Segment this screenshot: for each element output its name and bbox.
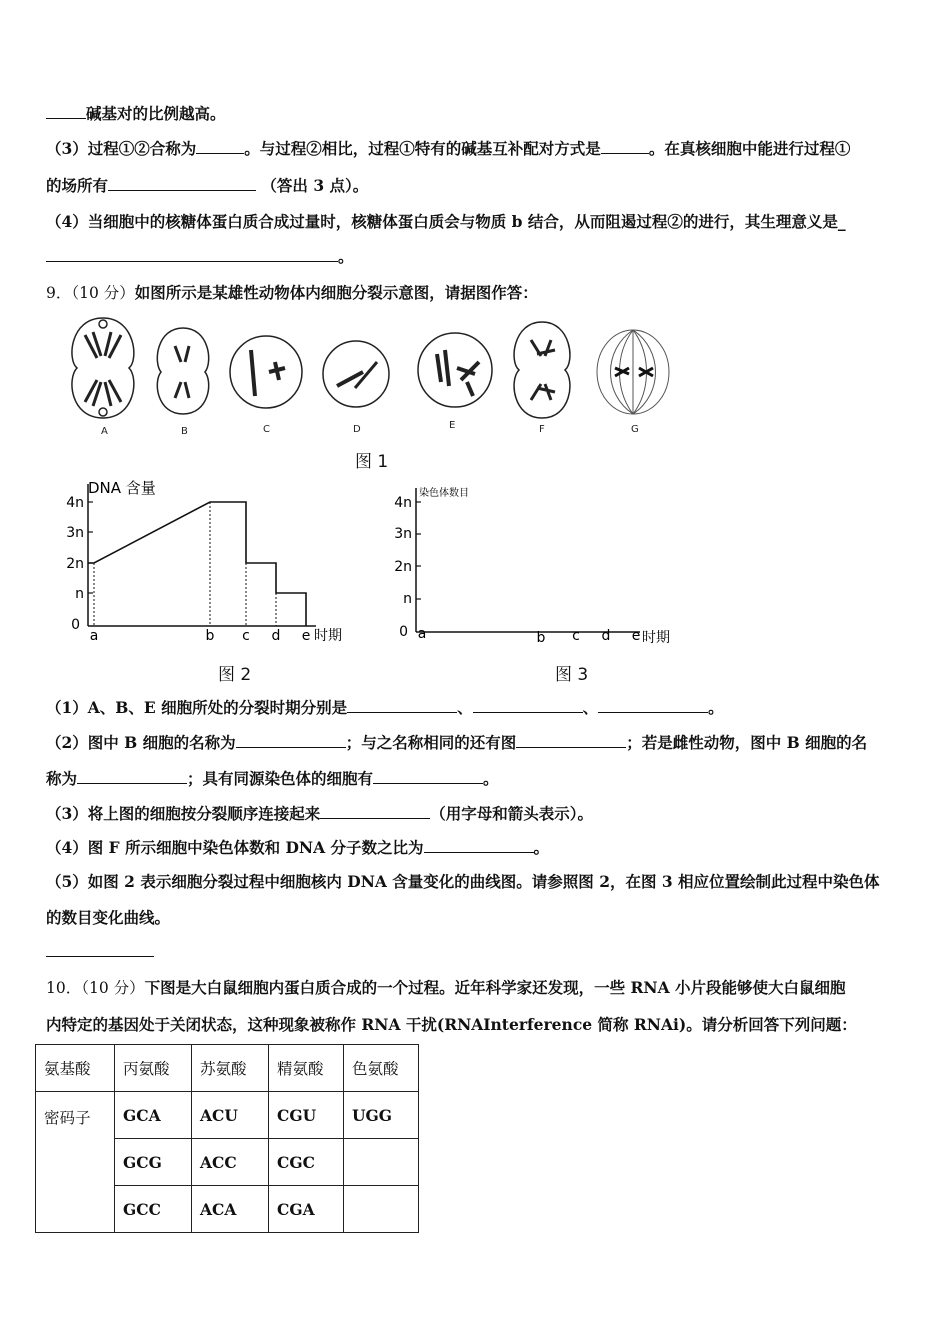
figure-3-caption: 图 3 [555,665,589,685]
x-tick-label: d [601,628,611,644]
q9-sub-1: （1）A、B、E 细胞所处的分裂时期分别是 、 、 。 [46,698,724,717]
y-tick-label: 3n [66,525,84,541]
table-cell: ACC [192,1139,269,1186]
cell-label: C [263,424,270,435]
table-cell: ACU [192,1092,269,1139]
x-tick-label: b [536,630,546,646]
q8-line-3: 的场所有 （答出 3 点）。 [46,176,369,195]
table-cell: CGC [269,1139,344,1186]
table-header-cell: 精氨酸 [269,1045,344,1092]
y-tick-label: 3n [394,526,412,542]
table-header-cell: 色氨酸 [344,1045,419,1092]
x-tick-label: a [417,626,427,642]
answer-blank[interactable] [46,106,86,119]
codon-table [35,1044,419,1233]
figure-2-caption: 图 2 [218,665,252,685]
answer-blank[interactable] [598,700,708,713]
y-tick-label: 2n [66,556,84,572]
cell-G [597,330,669,414]
row-label-cell: 密码子 [36,1092,115,1233]
table-cell [344,1139,419,1186]
answer-blank[interactable] [108,178,256,191]
answer-blank[interactable] [196,141,244,154]
q9-sub-5: （5）如图 2 表示细胞分裂过程中细胞核内 DNA 含量变化的曲线图。请参照图 2，在图 3 相应位置绘制此过程中染色体 [46,872,880,891]
answer-blank[interactable] [347,700,457,713]
q10-stem-2: 内特定的基因处于关闭状态，这种现象被称作 RNA 干扰(RNAInterference 简称 RNAi)。请分析回答下列问题： [46,1015,857,1034]
q10-stem-1: 10．（10 分）下图是大白鼠细胞内蛋白质合成的一个过程。近年科学家还发现，一些 RNA 小片段能够使大白鼠细胞 [46,978,846,997]
answer-blank[interactable] [473,700,583,713]
answer-blank[interactable] [236,735,346,748]
table-header-cell: 丙氨酸 [115,1045,192,1092]
figure-2-dna-graph [58,476,368,646]
cell-label: B [181,426,188,437]
y-tick-label: 4n [66,495,84,511]
x-tick-label: c [242,628,250,644]
table-cell: GCG [115,1139,192,1186]
dna-curve [88,502,306,626]
figure-3-chromosome-graph [388,480,688,652]
answer-blank[interactable] [424,840,534,853]
figure-1-caption: 图 1 [355,452,389,472]
figure-1-cells [55,310,695,440]
figure-1-cell-labels [101,420,639,437]
y-tick-label: 2n [394,559,412,575]
q8-line-2: （3）过程①②合称为 。与过程②相比，过程①特有的碱基互补配对方式是 。在真核细胞中能进行过程① [46,139,851,158]
table-row [36,1092,419,1139]
x-ticks [418,626,641,646]
cell-label: D [353,424,361,435]
cell-C [230,336,302,408]
cell-B [157,328,208,414]
answer-blank[interactable] [77,771,187,784]
y-ticks [394,495,412,640]
answer-blank[interactable] [516,735,626,748]
q9-sub-3: （3）将上图的细胞按分裂顺序连接起来 （用字母和箭头表示）。 [46,804,594,823]
table-cell: UGG [344,1092,419,1139]
cell-label: G [631,424,639,435]
y-tick-label: n [75,586,84,602]
cell-A [72,318,134,418]
y-tick-label: 0 [399,624,408,640]
q8-line-1: 碱基对的比例越高。 [46,102,910,124]
table-cell: GCA [115,1092,192,1139]
answer-blank[interactable] [601,141,649,154]
cell-label: F [539,424,545,435]
answer-blank[interactable] [320,806,430,819]
table-cell: GCC [115,1186,192,1233]
x-tick-label: e [631,628,641,644]
x-tick-label: b [205,628,215,644]
table-header-row [36,1045,419,1092]
y-axis-label: 染色体数目 [419,488,469,499]
x-axis-label: 时期 [642,630,670,646]
table-cell: CGA [269,1186,344,1233]
cell-F [514,322,570,418]
y-tick-label: 4n [394,495,412,511]
x-tick-label: e [301,628,311,644]
answer-blank[interactable] [373,771,483,784]
table-header-cell: 苏氨酸 [192,1045,269,1092]
x-ticks [90,628,311,644]
x-tick-label: a [89,628,99,644]
x-tick-label: c [572,628,580,644]
q9-sub-4: （4）图 F 所示细胞中染色体数和 DNA 分子数之比为 。 [46,838,550,857]
x-tick-label: d [271,628,281,644]
y-axis-label: DNA 含量 [88,479,156,497]
q9-stem: 9．（10 分）如图所示是某雄性动物体内细胞分裂示意图，请据图作答： [46,283,538,302]
x-axis-label: 时期 [314,628,342,644]
table-cell: CGU [269,1092,344,1139]
cell-E [418,333,492,407]
table-cell: ACA [192,1186,269,1233]
cell-label: A [101,426,108,437]
y-tick-label: n [403,591,412,607]
q9-answer-line [46,942,910,961]
answer-blank[interactable] [46,944,154,957]
table-cell [344,1186,419,1233]
q8-line-5: 。 [46,245,910,267]
y-tick-label: 0 [71,617,80,633]
answer-blank[interactable] [46,249,338,262]
y-ticks [66,495,84,633]
cell-D [323,341,389,407]
q9-sub-2: （2）图中 B 细胞的名称为 ；与之名称相同的还有图 ；若是雌性动物，图中 B 细胞的名 [46,733,868,752]
cell-label: E [449,420,456,431]
q8-line-4: （4）当细胞中的核糖体蛋白质合成过量时，核糖体蛋白质会与物质 b 结合，从而阻遏过程②的进行，其生理意义是_ [46,212,846,231]
q9-sub-2-cont: 称为 ；具有同源染色体的细胞有 。 [46,769,499,788]
q9-sub-5-cont: 的数目变化曲线。 [46,908,171,927]
table-header-cell: 氨基酸 [36,1045,115,1092]
